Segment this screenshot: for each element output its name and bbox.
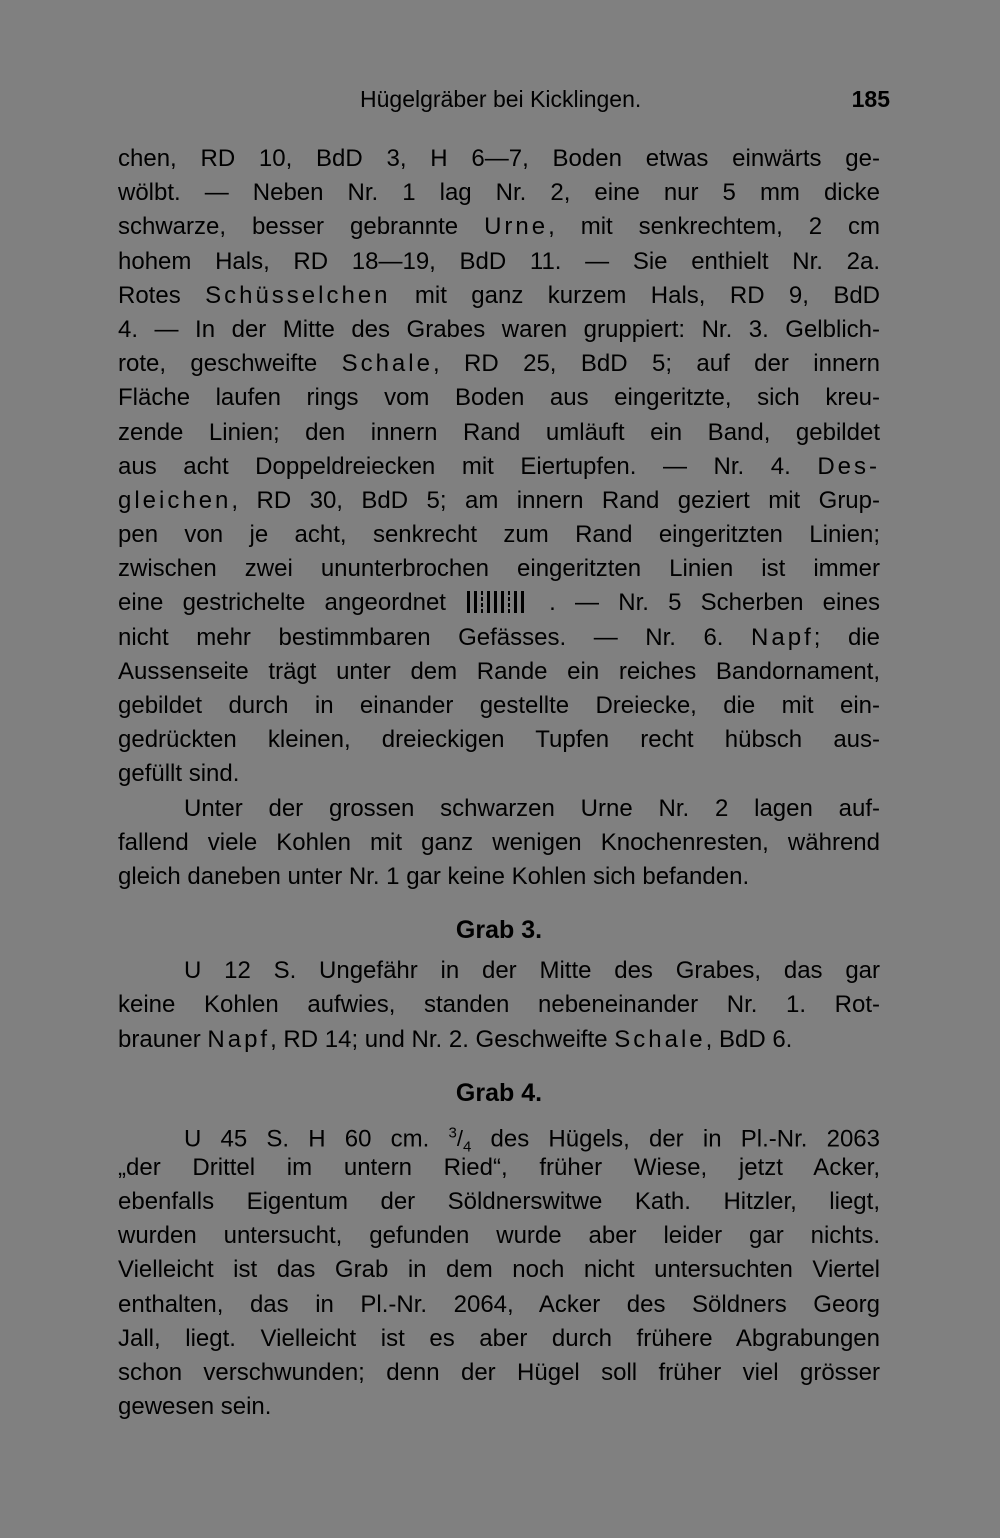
text-line: Jall, liegt. Vielleicht ist es aber durch frühere Abgrabungen (118, 1324, 880, 1352)
text-line (118, 586, 880, 620)
text-line (118, 347, 880, 381)
paragraph-grab3 (118, 954, 880, 1057)
spaced-term: Schüsselchen (205, 281, 391, 309)
text-line (118, 279, 880, 313)
text-span: , RD 14; und Nr. 2. Geschweifte (270, 1025, 615, 1053)
text-line: hohem Hals, RD 18—19, BdD 11. — Sie enthielt Nr. 2a. (118, 247, 880, 275)
text-line: enthalten, das in Pl.-Nr. 2064, Acker des Söldners Georg (118, 1290, 880, 1318)
text-span: rote, geschweifte (118, 350, 342, 378)
text-line: 4. — In der Mitte des Grabes waren gruppiert: Nr. 3. Gelblich- (118, 315, 880, 343)
text-span: , mit senkrechtem, 2 cm (548, 213, 881, 241)
text-line: schon verschwunden; denn der Hügel soll früher viel grösser (118, 1359, 880, 1386)
text-line: keine Kohlen aufwies, standen nebeneinander Nr. 1. Rot- (118, 991, 880, 1019)
text-line: zende Linien; den innern Rand umläuft ein Band, gebildet (118, 418, 880, 446)
text-line: gefüllt sind. (118, 760, 240, 788)
spaced-term: Urne (484, 213, 549, 241)
text-line: fallend viele Kohlen mit ganz wenigen Knochenresten, während (118, 828, 880, 856)
stroke-pattern-icon (465, 589, 549, 615)
text-span: nicht mehr bestimmbaren Gefässes. — Nr. 6. (118, 623, 724, 651)
text-span: mit ganz kurzem Hals, RD 9, BdD (390, 281, 880, 309)
text-body (118, 142, 880, 1424)
section-heading-grab-3: Grab 3. (455, 916, 543, 945)
text-line: „der Drittel im untern Ried“, früher Wiese, jetzt Acker, (118, 1153, 880, 1181)
text-line (118, 210, 880, 244)
text-line: pen von je acht, senkrecht zum Rand eingeritzten Linien; (118, 521, 880, 549)
text-line (118, 1117, 880, 1156)
text-line: wölbt. — Neben Nr. 1 lag Nr. 2, eine nur 5 mm dicke (118, 179, 880, 207)
paragraph-grab2-finds (118, 142, 880, 792)
text-span: Rotes (118, 281, 206, 309)
spaced-term: Schale (614, 1025, 706, 1053)
text-span: U 45 S. H 60 cm. (184, 1125, 449, 1153)
text-line (118, 1023, 880, 1057)
text-span: , RD 30, BdD 5; am innern Rand geziert mit Grup- (231, 486, 880, 514)
running-header (118, 84, 890, 118)
fraction-numerator: 3 (448, 1124, 457, 1142)
text-span: , BdD 6. (705, 1025, 793, 1053)
fraction: $^3/_4$ (448, 1124, 472, 1156)
text-span: ; die (813, 623, 880, 651)
text-line: wurden untersucht, gefunden wurde aber leider gar nichts. (118, 1222, 880, 1250)
text-line: gedrückten kleinen, dreieckigen Tupfen recht hübsch aus- (118, 726, 880, 754)
text-line: Vielleicht ist das Grab in dem noch nicht untersuchten Viertel (118, 1256, 880, 1284)
spaced-term: Napf (207, 1025, 271, 1053)
text-line: Unter der grossen schwarzen Urne Nr. 2 lagen auf- (184, 794, 880, 822)
text-line (118, 621, 880, 655)
text-line: gewesen sein. (118, 1393, 272, 1421)
text-span: des Hügels, der in Pl.-Nr. 2063 (471, 1125, 880, 1153)
text-line (118, 450, 880, 484)
text-line: gebildet durch in einander gestellte Dreiecke, die mit ein- (118, 692, 880, 719)
text-line: U 12 S. Ungefähr in der Mitte des Grabes, das gar (184, 957, 880, 985)
spaced-term: Napf (751, 623, 814, 651)
text-span: schwarze, besser gebrannte (118, 213, 485, 241)
spaced-term: Schale (341, 350, 433, 378)
fraction-denominator: 4 (463, 1138, 472, 1156)
text-span: , RD 25, BdD 5; auf der innern (432, 350, 880, 378)
text-span: brauner (118, 1025, 208, 1053)
text-line: zwischen zwei ununterbrochen eingeritzten Linien ist immer (118, 555, 880, 583)
text-line: Aussenseite trägt unter dem Rande ein reiches Bandornament, (118, 657, 880, 685)
section-heading-grab-4: Grab 4. (455, 1078, 543, 1107)
text-line: Fläche laufen rings vom Boden aus eingeritzte, sich kreu- (118, 384, 880, 412)
text-span: aus acht Doppeldreiecken mit Eiertupfen. — Nr. 4. (118, 452, 818, 480)
text-line: gleich daneben unter Nr. 1 gar keine Kohlen sich befanden. (118, 862, 750, 890)
text-line: chen, RD 10, BdD 3, H 6—7, Boden etwas einwärts ge- (118, 145, 880, 172)
running-title: Hügelgräber bei Kicklingen. (360, 86, 642, 112)
text-line (118, 484, 880, 518)
paragraph-grab4 (118, 1117, 880, 1425)
text-span: . — Nr. 5 Scherben eines (549, 589, 880, 617)
text-line: ebenfalls Eigentum der Söldnerswitwe Kath. Hitzler, liegt, (118, 1188, 880, 1216)
spaced-term: Des- (817, 452, 880, 480)
paragraph-coals (118, 792, 880, 895)
text-span: eine gestrichelte angeordnet (118, 589, 466, 617)
spaced-term: gleichen (118, 486, 232, 514)
page-number: 185 (851, 86, 890, 112)
